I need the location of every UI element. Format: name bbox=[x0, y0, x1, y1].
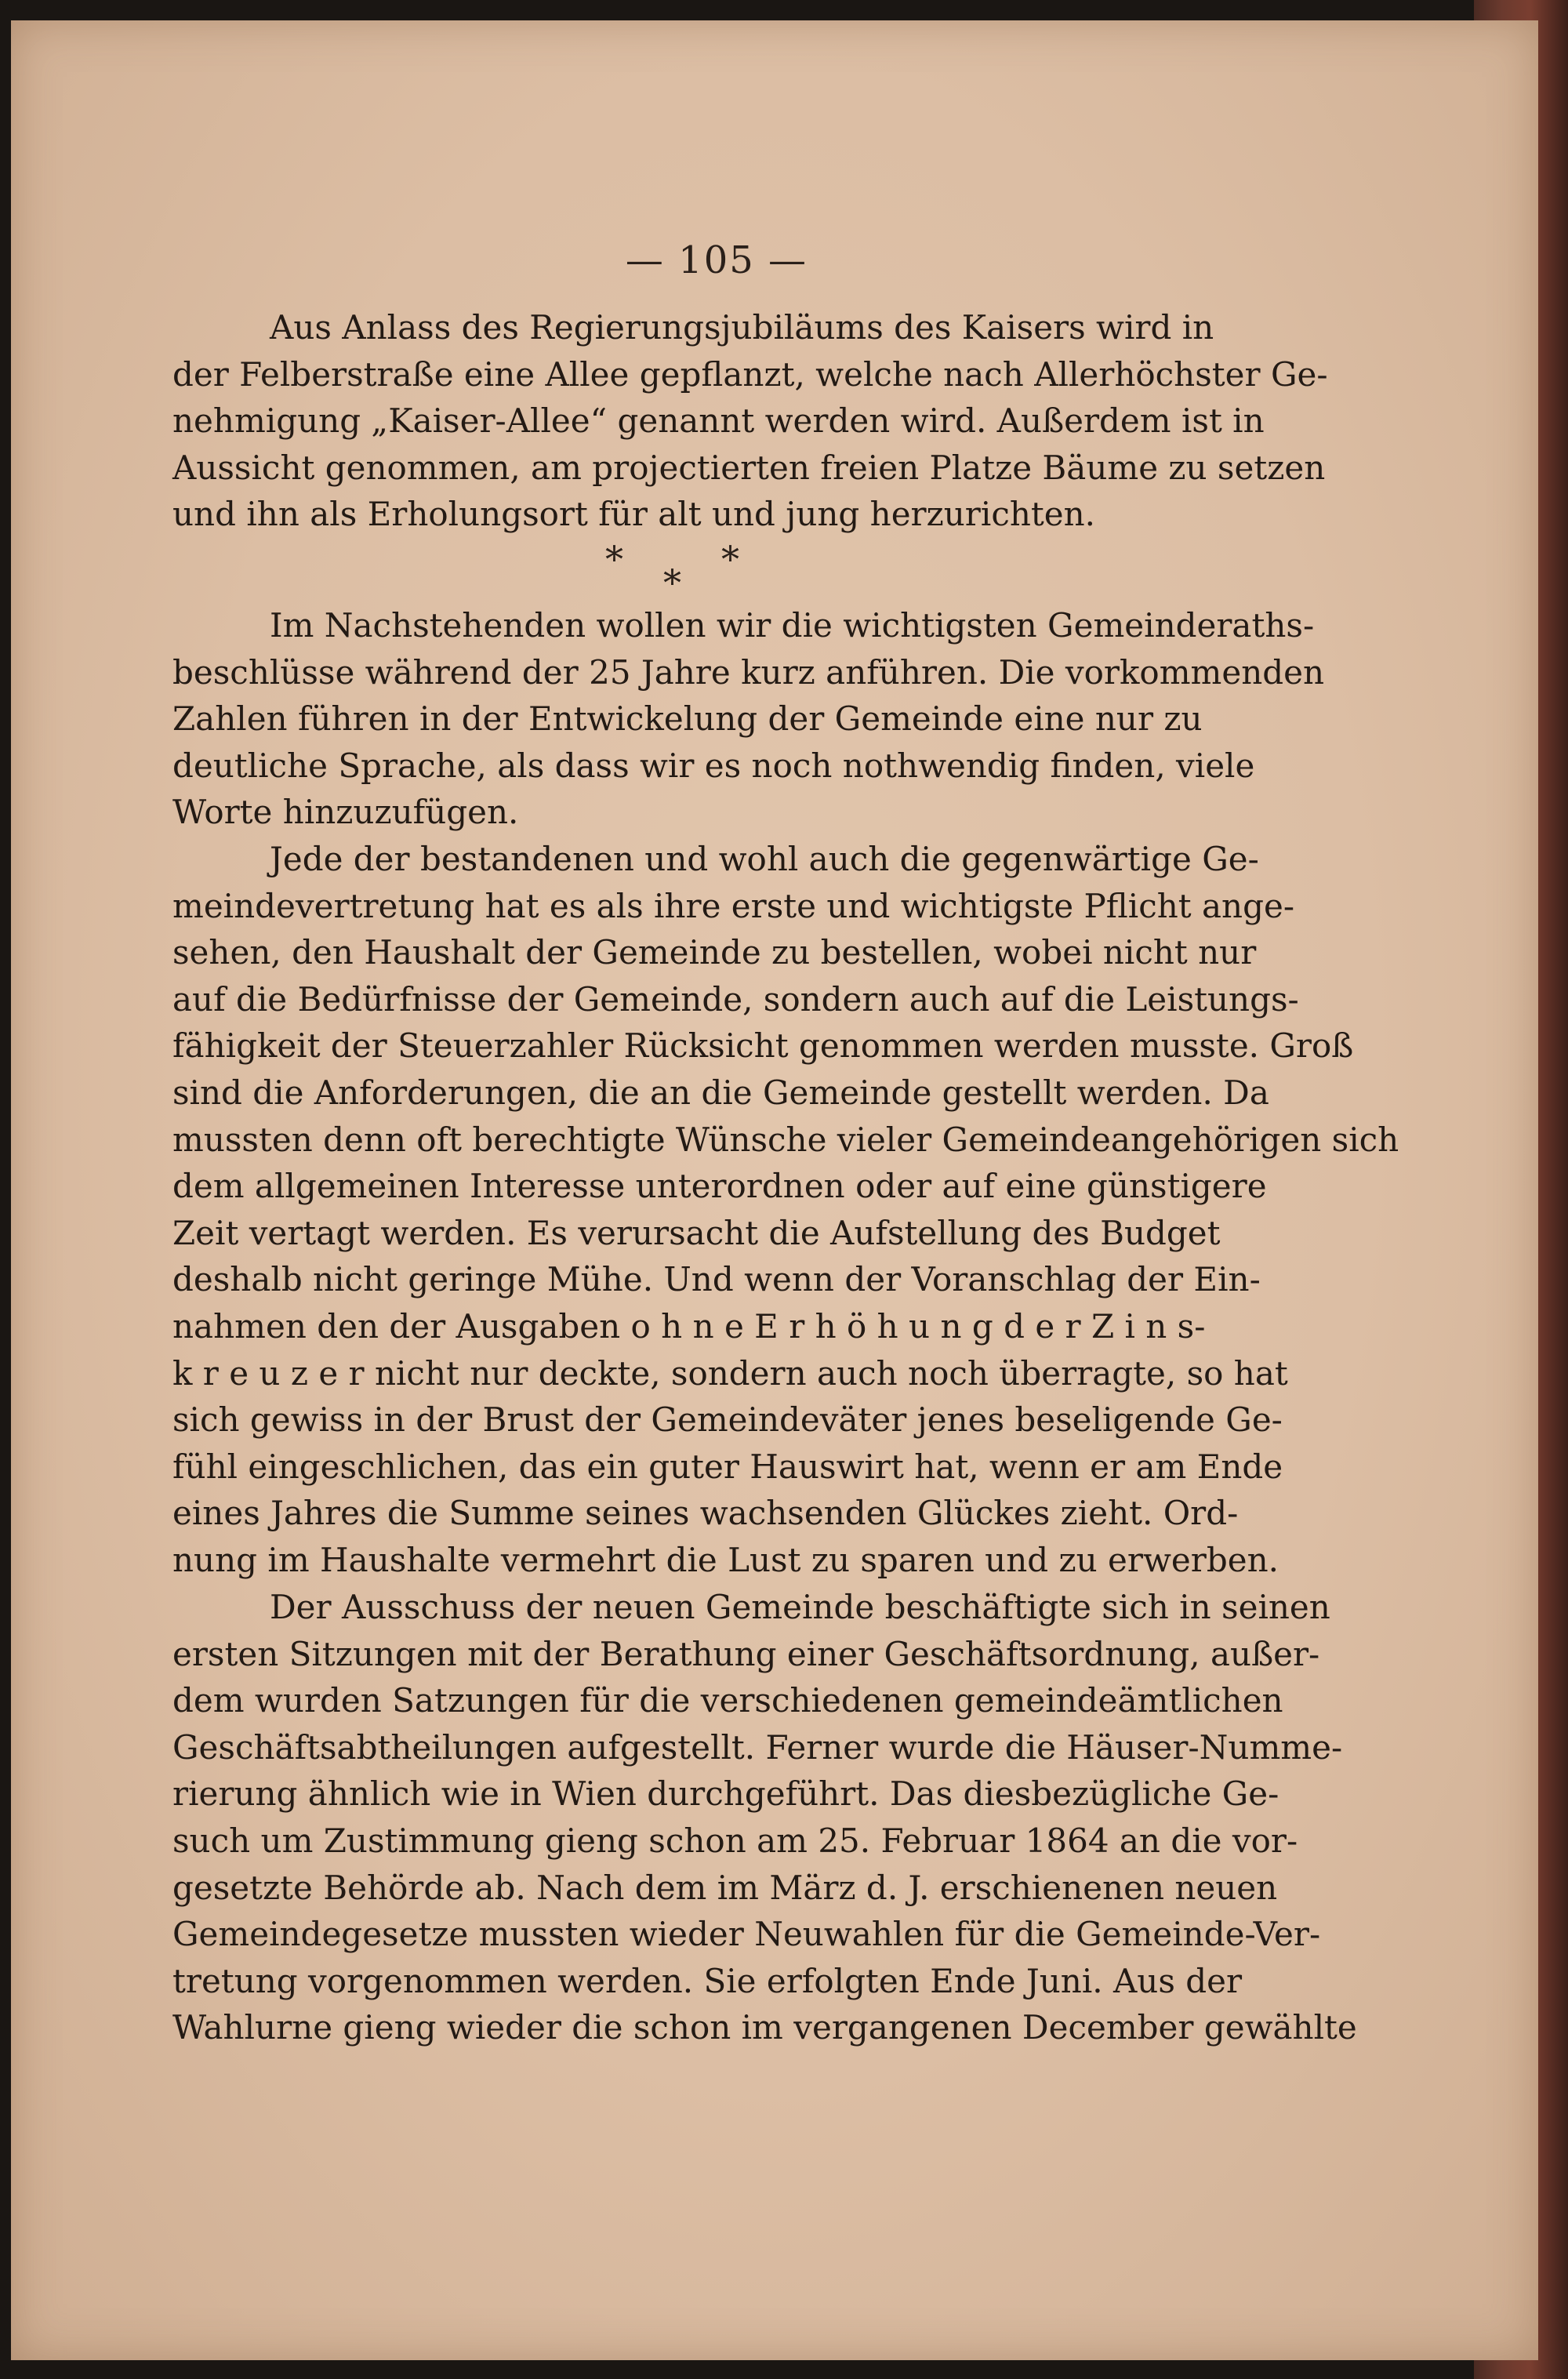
text-line: k r e u z e r nicht nur deckte, sondern auch noch überragte, so hat bbox=[172, 1353, 1288, 1393]
text-line: deshalb nicht geringe Mühe. Und wenn der Voranschlag der Ein- bbox=[172, 1260, 1261, 1299]
text-line: gesetzte Behörde ab. Nach dem im März d. J. erschienenen neuen bbox=[172, 1868, 1278, 1907]
text-line: und ihn als Erholungsort für alt und jung herzurichten. bbox=[172, 495, 1096, 534]
page-number: — 105 — bbox=[625, 238, 808, 282]
paragraph-3 bbox=[172, 836, 1399, 1584]
text-line: sind die Anforderungen, die an die Gemeinde gestellt werden. Da bbox=[172, 1073, 1269, 1112]
text-line: Wahlurne gieng wieder die schon im vergangenen December gewählte bbox=[172, 2008, 1357, 2047]
text-line: Aussicht genommen, am projectierten freien Platze Bäume zu setzen bbox=[172, 448, 1326, 487]
text-line: Der Ausschuss der neuen Gemeinde beschäftigte sich in seinen bbox=[270, 1588, 1330, 1626]
text-line: tretung vorgenommen werden. Sie erfolgten Ende Juni. Aus der bbox=[172, 1961, 1243, 2000]
text-line: mussten denn oft berechtigte Wünsche vieler Gemeindeangehörigen sich bbox=[172, 1120, 1399, 1159]
text-line: meindevertretung hat es als ihre erste und wichtigste Pflicht ange- bbox=[172, 886, 1295, 925]
text-line: Zeit vertagt werden. Es verursacht die Aufstellung des Budget bbox=[172, 1213, 1221, 1252]
text-line: dem wurden Satzungen für die verschiedenen gemeindeämtlichen bbox=[172, 1681, 1283, 1720]
text-line: Worte hinzuzufügen. bbox=[172, 793, 519, 832]
text-line: nehmigung „Kaiser-Allee“ genannt werden wird. Außerdem ist in bbox=[172, 401, 1265, 441]
text-line: Aus Anlass des Regierungsjubiläums des Kaisers wird in bbox=[270, 308, 1214, 347]
text-line: Geschäftsabtheilungen aufgestellt. Ferner wurde die Häuser-Numme- bbox=[172, 1727, 1343, 1767]
text-line: deutliche Sprache, als dass wir es noch nothwendig finden, viele bbox=[172, 746, 1255, 785]
separator-asterisk-right: * bbox=[721, 538, 739, 580]
text-line: auf die Bedürfnisse der Gemeinde, sondern auch auf die Leistungs- bbox=[172, 979, 1299, 1019]
text-line: ersten Sitzungen mit der Berathung einer Geschäftsordnung, außer- bbox=[172, 1634, 1320, 1673]
separator-asterisk-left: * bbox=[605, 538, 623, 580]
text-line: sehen, den Haushalt der Gemeinde zu bestellen, wobei nicht nur bbox=[172, 933, 1257, 972]
text-line: nung im Haushalte vermehrt die Lust zu sparen und zu erwerben. bbox=[172, 1540, 1279, 1579]
paragraph-1 bbox=[172, 304, 1328, 538]
text-line: nahmen den der Ausgaben o h n e E r h ö h u n g d e r Z i n s- bbox=[172, 1306, 1206, 1346]
text-line: beschlüsse während der 25 Jahre kurz anführen. Die vorkommenden bbox=[172, 652, 1325, 692]
paragraph-4 bbox=[172, 1584, 1357, 2051]
text-line: sich gewiss in der Brust der Gemeindeväter jenes beseligende Ge- bbox=[172, 1400, 1283, 1440]
text-line: eines Jahres die Summe seines wachsenden Glückes zieht. Ord- bbox=[172, 1494, 1239, 1533]
text-line: Gemeindegesetze mussten wieder Neuwahlen für die Gemeinde-Ver- bbox=[172, 1915, 1321, 1954]
text-line: fähigkeit der Steuerzahler Rücksicht genommen werden musste. Groß bbox=[172, 1026, 1354, 1066]
text-line: Im Nachstehenden wollen wir die wichtigsten Gemeinderaths- bbox=[270, 606, 1315, 645]
separator-asterisk-middle: * bbox=[663, 561, 681, 604]
paragraph-2 bbox=[172, 602, 1325, 836]
text-line: fühl eingeschlichen, das ein guter Hauswirt hat, wenn er am Ende bbox=[172, 1447, 1283, 1486]
text-line: Jede der bestandenen und wohl auch die gegenwärtige Ge- bbox=[270, 840, 1259, 878]
text-line: such um Zustimmung gieng schon am 25. Februar 1864 an die vor- bbox=[172, 1821, 1298, 1860]
text-line: Zahlen führen in der Entwickelung der Gemeinde eine nur zu bbox=[172, 699, 1203, 739]
text-line: rierung ähnlich wie in Wien durchgeführt. Das diesbezügliche Ge- bbox=[172, 1774, 1279, 1814]
text-line: der Felberstraße eine Allee gepflanzt, welche nach Allerhöchster Ge- bbox=[172, 354, 1328, 394]
text-line: dem allgemeinen Interesse unterordnen oder auf eine günstigere bbox=[172, 1167, 1267, 1206]
book-page bbox=[11, 20, 1538, 2360]
